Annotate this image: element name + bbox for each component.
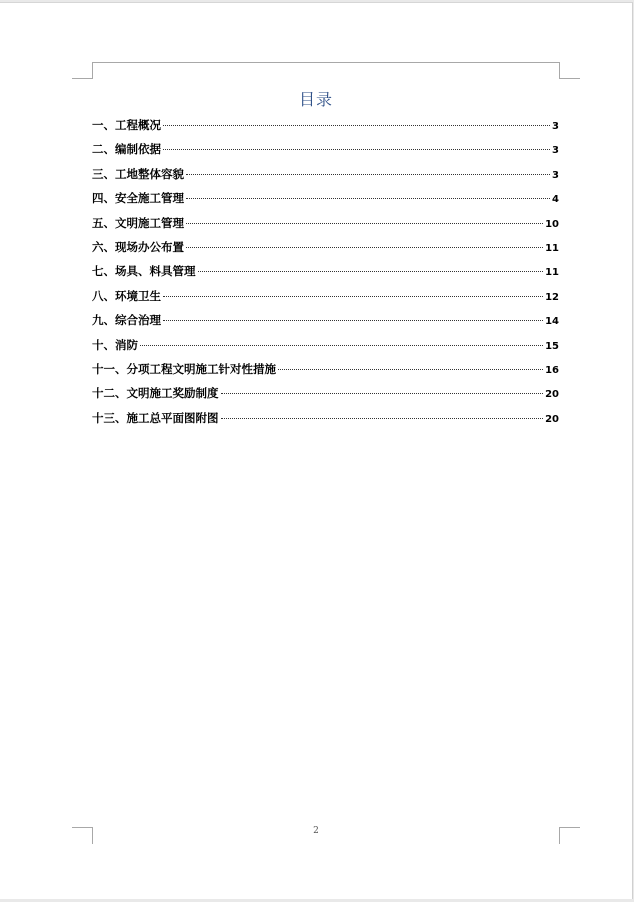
toc-entry[interactable] [92, 211, 559, 235]
toc-entry[interactable] [92, 406, 559, 430]
header-rule [92, 62, 559, 63]
toc-leader-dots [186, 223, 543, 224]
toc-entry-page: 12 [545, 291, 559, 303]
toc-entry-page: 16 [545, 364, 559, 376]
toc-entry-label: 六、现场办公布置 [92, 239, 184, 254]
toc-leader-dots [163, 149, 550, 150]
toc-entry-page: 14 [545, 316, 559, 328]
toc-entry-page: 20 [545, 413, 559, 425]
toc-leader-dots [221, 393, 544, 394]
toc-entry-page: 3 [552, 145, 559, 157]
toc-entry[interactable] [92, 381, 559, 405]
toc-entry-label: 十、消防 [92, 337, 138, 352]
toc-leader-dots [163, 296, 543, 297]
toc-entry[interactable] [92, 259, 559, 283]
toc-entry-label: 十一、分项工程文明施工针对性措施 [92, 361, 276, 376]
toc-leader-dots [198, 271, 544, 272]
toc-entry-label: 五、文明施工管理 [92, 215, 184, 230]
toc-entry-page: 11 [545, 242, 559, 254]
toc-title: 目录 [298, 90, 333, 109]
margin-corner-top-left [72, 62, 93, 79]
toc-leader-dots [186, 198, 550, 199]
toc-leader-dots [186, 247, 543, 248]
toc-entry-page: 15 [545, 340, 559, 352]
toc-leader-dots [140, 345, 543, 346]
toc-entry[interactable] [92, 113, 559, 137]
toc-entry-label: 三、工地整体容貌 [92, 166, 184, 181]
toc-leader-dots [163, 320, 543, 321]
toc-entry-page: 3 [552, 169, 559, 181]
table-of-contents [92, 113, 559, 430]
toc-entry-label: 九、综合治理 [92, 313, 161, 328]
toc-entry[interactable] [92, 137, 559, 161]
toc-entry[interactable] [92, 357, 559, 381]
toc-entry-label: 八、环境卫生 [92, 288, 161, 303]
document-page [0, 2, 633, 899]
toc-entry[interactable] [92, 333, 559, 357]
toc-leader-dots [278, 369, 543, 370]
toc-entry-page: 20 [545, 389, 559, 401]
toc-entry-page: 10 [545, 218, 559, 230]
toc-entry-page: 11 [545, 267, 559, 279]
toc-entry[interactable] [92, 186, 559, 210]
toc-entry-label: 十二、文明施工奖励制度 [92, 386, 219, 401]
page-number: 2 [313, 826, 319, 836]
toc-entry-label: 二、编制依据 [92, 142, 161, 157]
toc-entry-page: 4 [552, 194, 559, 206]
margin-corner-top-right [559, 62, 580, 79]
toc-entry[interactable] [92, 162, 559, 186]
toc-entry-label: 一、工程概况 [92, 118, 161, 132]
toc-leader-dots [221, 418, 544, 419]
toc-entry-page: 3 [552, 121, 559, 132]
toc-entry-label: 十三、施工总平面图附图 [92, 410, 219, 425]
toc-entry[interactable] [92, 284, 559, 308]
toc-leader-dots [186, 174, 550, 175]
toc-entry-label: 四、安全施工管理 [92, 191, 184, 206]
toc-entry[interactable] [92, 308, 559, 332]
toc-entry[interactable] [92, 235, 559, 259]
toc-leader-dots [163, 125, 550, 126]
toc-entry-label: 七、场具、料具管理 [92, 264, 196, 279]
